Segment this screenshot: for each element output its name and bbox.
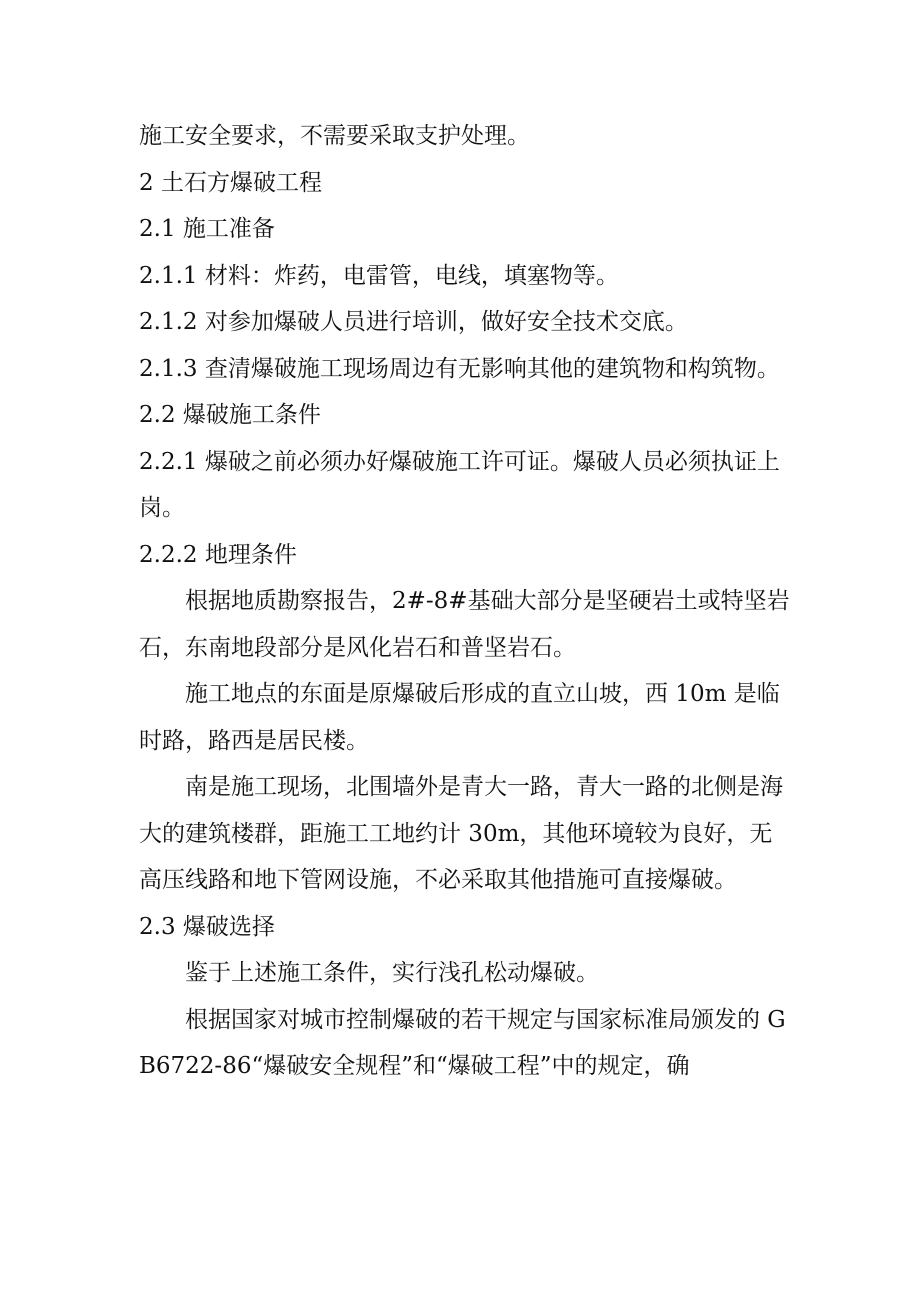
heading-blasting-conditions: 2.2 爆破施工条件 [139,402,321,428]
paragraph-east-west: 施工地点的东面是原爆破后形成的直立山坡，西 10m 是临时路，路西是居民楼。 [139,681,780,754]
heading-preparation: 2.1 施工准备 [139,216,275,242]
paragraph-method: 鉴于上述施工条件，实行浅孔松动爆破。 [185,960,599,986]
item-training: 2.1.2 对参加爆破人员进行培训，做好安全技术交底。 [139,309,688,335]
paragraph-geology: 根据地质勘察报告，2#-8#基础大部分是坚硬岩土或特坚岩石，东南地段部分是风化岩石和普坚岩石。 [139,588,790,661]
heading-geography: 2.2.2 地理条件 [139,541,297,568]
paragraph-south-north: 南是施工现场，北围墙外是青大一路，青大一路的北侧是海大的建筑楼群，距施工工地约计 30m，其他环境较为良好，无高压线路和地下管网设施，不必采取其他措施可直接爆破。 [139,774,783,893]
item-materials: 2.1.1 材料：炸药，电雷管，电线，填塞物等。 [139,262,619,289]
paragraph-safety-note: 施工安全要求，不需要采取支护处理。 [139,123,530,149]
document-body [139,113,794,1090]
paragraph-regulations: 根据国家对城市控制爆破的若干规定与国家标准局颁发的 GB6722-86“爆破安全规程”和“爆破工程”中的规定，确 [139,1006,786,1079]
item-permit: 2.2.1 爆破之前必须办好爆破施工许可证。爆破人员必须执证上岗。 [139,448,780,521]
item-site-survey: 2.1.3 查清爆破施工现场周边有无影响其他的建筑物和构筑物。 [139,355,780,382]
heading-earthwork-blasting: 2 土石方爆破工程 [139,169,322,196]
heading-blasting-selection: 2.3 爆破选择 [139,913,275,940]
